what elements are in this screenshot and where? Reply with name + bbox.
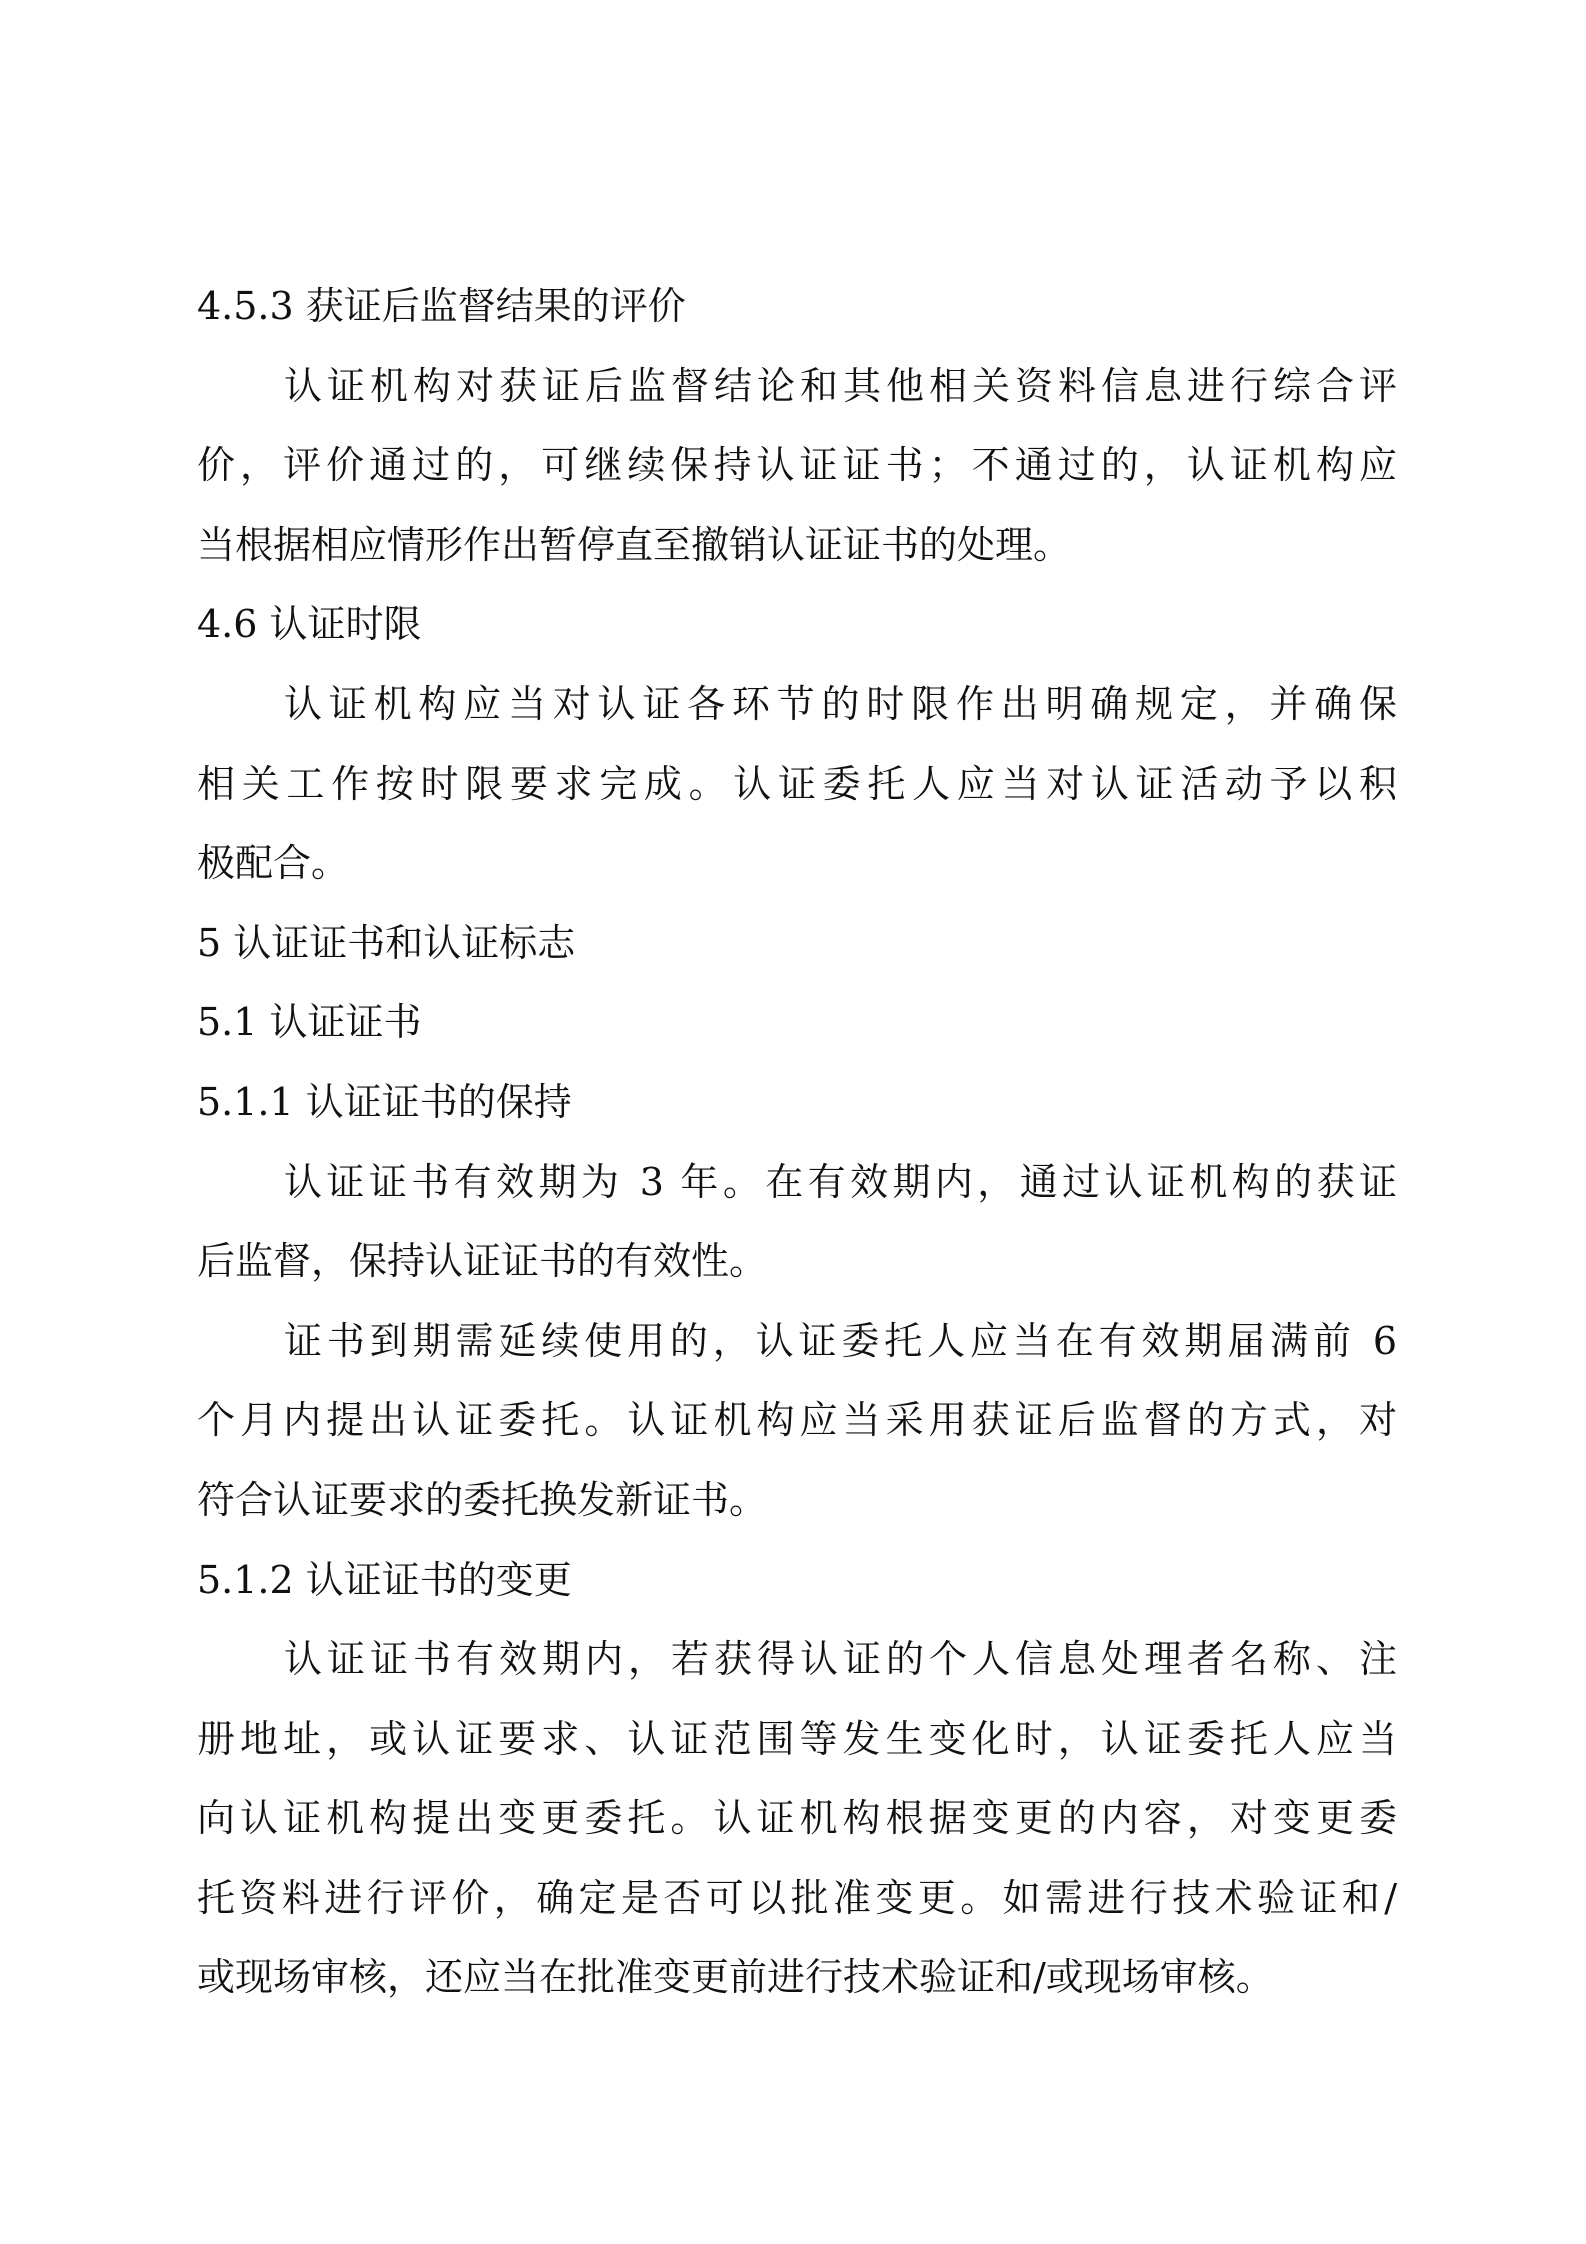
- text-line: 相关工作按时限要求完成。认证委托人应当对认证活动予以积: [197, 761, 1397, 806]
- document-body: [197, 267, 1397, 2018]
- text-line: 5 认证证书和认证标志: [197, 920, 576, 965]
- text-line: 4.5.3 获证后监督结果的评价: [197, 284, 686, 328]
- paragraph: [197, 665, 1397, 904]
- text-line: 册地址，或认证要求、认证范围等发生变化时，认证委托人应当: [197, 1716, 1397, 1761]
- text-line: 证书到期需延续使用的，认证委托人应当在有效期届满前 6: [284, 1318, 1397, 1363]
- text-line: 认证证书有效期为 3 年。在有效期内，通过认证机构的获证: [284, 1159, 1397, 1204]
- paragraph: [197, 1143, 1397, 1302]
- text-line: 4.6 认证时限: [197, 602, 422, 647]
- paragraph: [197, 347, 1397, 586]
- text-line: 极配合。: [197, 841, 350, 886]
- text-line: 后监督，保持认证证书的有效性。: [197, 1239, 768, 1284]
- paragraph: [197, 1302, 1397, 1541]
- text-line: 认证证书有效期内，若获得认证的个人信息处理者名称、注: [284, 1637, 1397, 1682]
- text-line: 认证机构应当对认证各环节的时限作出明确规定，并确保: [284, 681, 1397, 726]
- text-line: 托资料进行评价，确定是否可以批准变更。如需进行技术验证和/: [197, 1875, 1397, 1920]
- paragraph: [197, 1620, 1397, 2018]
- section-heading: [197, 904, 1397, 984]
- section-heading: [197, 1063, 1397, 1143]
- text-line: 当根据相应情形作出暂停直至撤销认证证书的处理。: [197, 522, 1072, 567]
- section-heading: [197, 267, 1397, 347]
- text-line: 符合认证要求的委托换发新证书。: [197, 1477, 768, 1522]
- section-heading: [197, 1541, 1397, 1621]
- text-line: 5.1.1 认证证书的保持: [197, 1079, 572, 1124]
- text-line: 或现场审核，还应当在批准变更前进行技术验证和/或现场审核。: [197, 1955, 1274, 2000]
- text-line: 5.1 认证证书: [197, 1000, 422, 1045]
- text-line: 向认证机构提出变更委托。认证机构根据变更的内容，对变更委: [197, 1796, 1397, 1841]
- text-line: 价，评价通过的，可继续保持认证证书；不通过的，认证机构应: [197, 443, 1397, 488]
- section-heading: [197, 585, 1397, 665]
- text-line: 5.1.2 认证证书的变更: [197, 1557, 572, 1602]
- text-line: 个月内提出认证委托。认证机构应当采用获证后监督的方式，对: [197, 1398, 1397, 1443]
- text-line: 认证机构对获证后监督结论和其他相关资料信息进行综合评: [284, 363, 1397, 408]
- section-heading: [197, 983, 1397, 1063]
